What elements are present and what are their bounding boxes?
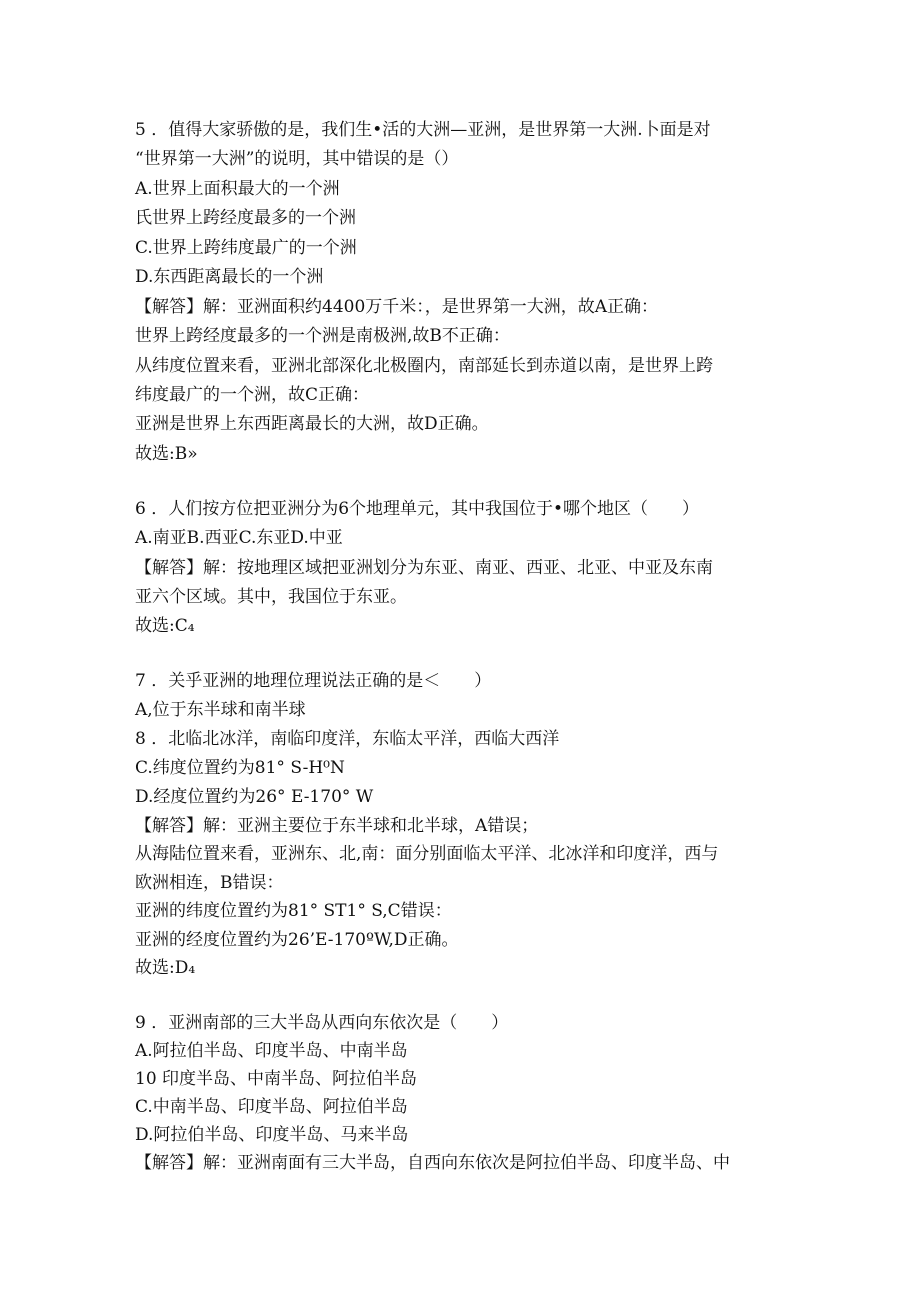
q7-answer-line2: 从海陆位置来看，亚洲东、北,南：面分别面临太平洋、北冰洋和印度洋，西与: [135, 844, 719, 864]
q9-option-c: C.中南半岛、印度半岛、阿拉伯半岛: [135, 1097, 408, 1117]
q9-option-d: D.阿拉伯半岛、印度半岛、马来半岛: [135, 1125, 409, 1145]
q9-option-a: A.阿拉伯半岛、印度半岛、中南半岛: [135, 1041, 408, 1061]
q5-stem-line2: “世界第一大洲”的说明，其中错误的是（）: [135, 149, 459, 169]
q9-option-b: 10 印度半岛、中南半岛、阿拉伯半岛: [135, 1069, 418, 1089]
q7-answer-line3: 欧洲相连，B错误：: [135, 873, 284, 893]
q5-answer-line4: 纬度最广的一个洲，故C正确：: [135, 385, 370, 405]
q5-option-d: D.东西距离最长的一个洲: [135, 267, 324, 287]
q6-answer-line2: 亚六个区域。其中，我国位于东亚。: [135, 587, 407, 607]
q5-answer-line1: 【解答】解：亚洲面积约4400万千米：，是世界第一大洲，故A正确：: [135, 297, 659, 317]
q7-option-d: D.经度位置约为26° E-170° W: [135, 787, 374, 807]
q5-option-b: 氏世界上跨经度最多的一个洲: [135, 208, 356, 228]
q6-options: A.南亚B.西亚C.东亚D.中亚: [135, 528, 343, 548]
q9-answer-line1: 【解答】解：亚洲南面有三大半岛，自西向东依次是阿拉伯半岛、印度半岛、中: [135, 1153, 730, 1173]
q7-answer-line4: 亚洲的纬度位置约为81° ST1° S,C错误：: [135, 901, 452, 921]
q5-choice: 故选:B»: [135, 444, 198, 464]
q7-answer-line1: 【解答】解：亚洲主要位于东半球和北半球，A错误；: [135, 816, 539, 836]
q7-choice: 故选:D₄: [135, 958, 196, 978]
q7-answer-line5: 亚洲的经度位置约为26’E-170ºW,D正确。: [135, 930, 459, 950]
q9-stem: 9 ．亚洲南部的三大半岛从西向东依次是（ ）: [135, 1013, 509, 1033]
q7-option-c: C.纬度位置约为81° S-H⁰N: [135, 758, 345, 778]
q6-answer-line1: 【解答】解：按地理区域把亚洲划分为东亚、南亚、西亚、北亚、中亚及东南: [135, 558, 713, 578]
q5-answer-line5: 亚洲是世界上东西距离最长的大洲，故D正确。: [135, 414, 489, 434]
q5-option-a: A.世界上面积最大的一个洲: [135, 179, 340, 199]
q5-stem-line1: 5 ．值得大家骄傲的是，我们生•活的大洲—亚洲，是世界第一大洲.卜面是对: [135, 120, 711, 140]
q5-option-c: C.世界上跨纬度最广的一个洲: [135, 238, 357, 258]
q6-stem: 6 ．人们按方位把亚洲分为6个地理单元，其中我国位于•哪个地区（ ）: [135, 499, 700, 519]
q7-option-a: A,位于东半球和南半球: [135, 700, 306, 720]
q7-option-b: 8 ．北临北冰洋，南临印度洋，东临太平洋，西临大西洋: [135, 729, 560, 749]
q5-answer-line3: 从纬度位置来看，亚洲北部深化北极圈内，南部延长到赤道以南，是世界上跨: [135, 356, 713, 376]
q6-choice: 故选:C₄: [135, 616, 195, 636]
q5-answer-line2: 世界上跨经度最多的一个洲是南极洲,故B不正确：: [135, 326, 510, 346]
q7-stem: 7 ．关乎亚洲的地理位理说法正确的是＜ ）: [135, 671, 492, 691]
